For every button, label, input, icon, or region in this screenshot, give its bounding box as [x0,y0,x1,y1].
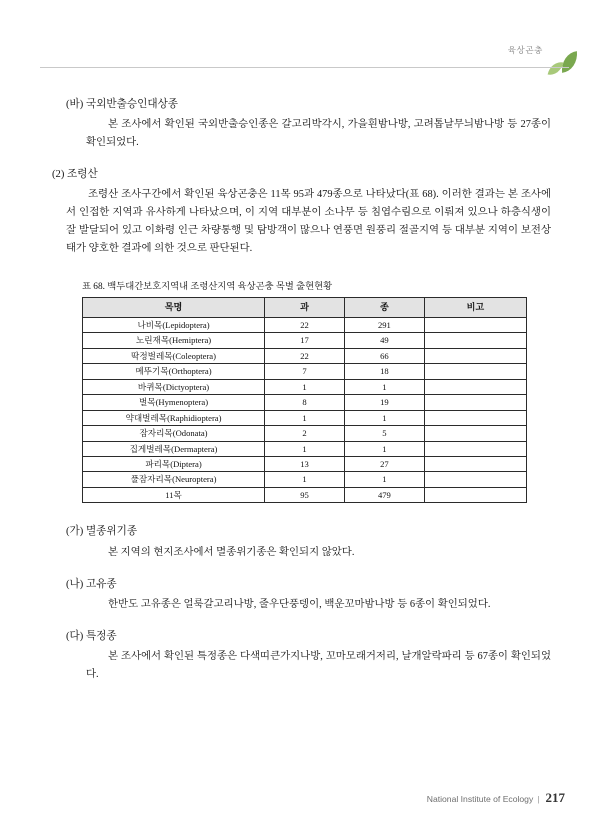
section-body: 한반도 고유종은 얼룩갈고리나방, 줄우단풍뎅이, 백운꼬마밤나방 등 6종이 확인되었다. [108,598,491,610]
page-content [0,76,609,684]
cell-remarks [424,379,526,394]
section-specific-species [66,628,551,684]
cell-remarks [424,364,526,379]
section-endemic-species [66,576,551,614]
column-header-remarks: 비고 [424,297,526,317]
table-row [83,379,527,394]
cell-total-remarks [424,487,526,502]
cell-order: 집게벌레목(Dermaptera) [83,441,265,456]
cell-order: 딱정벌레목(Coleoptera) [83,348,265,363]
cell-remarks [424,348,526,363]
insect-order-table [82,297,527,504]
table-row [83,457,527,472]
cell-species: 49 [344,333,424,348]
cell-species: 19 [344,395,424,410]
column-header-order: 목명 [83,297,265,317]
cell-family: 1 [265,472,345,487]
cell-species: 5 [344,426,424,441]
cell-order: 벌목(Hymenoptera) [83,395,265,410]
section-endangered-species [66,523,551,561]
table-row [83,317,527,332]
cell-species: 27 [344,457,424,472]
cell-family: 1 [265,379,345,394]
table-header-row [83,297,527,317]
table-row [83,348,527,363]
section-body: 본 지역의 현지조사에서 멸종위기종은 확인되지 않았다. [108,546,355,558]
cell-species: 1 [344,441,424,456]
table-block [0,278,609,504]
cell-family: 17 [265,333,345,348]
cell-species: 291 [344,317,424,332]
cell-order: 풀잠자리목(Neuroptera) [83,472,265,487]
cell-family: 22 [265,348,345,363]
section-body: 조령산 조사구간에서 확인된 육상곤충은 11목 95과 479종으로 나타났다(표 68). 이러한 결과는 본 조사에서 인접한 지역과 유사하게 나타났으며, 이 지역 대부분이 소나무 등 침엽수림으로 이뤄져 있으나 하층식생이 잘 발달되어 있고 이화령 인근 차량통행 및 탐방객이 많으나 연풍면 원풍리 절골지역 등 대부분 지역이 보전상태가 양호한 결과에 의한 것으로 판단된다. [66,189,551,254]
cell-order: 나비목(Lepidoptera) [83,317,265,332]
cell-family: 13 [265,457,345,472]
section-heading: (다) 특정종 [66,630,117,642]
section-export-approval [66,96,551,152]
footer-organization: National Institute of Ecology [426,794,534,804]
cell-remarks [424,441,526,456]
footer-separator: | [537,794,540,804]
section-heading: (2) 조령산 [52,169,98,180]
cell-remarks [424,410,526,425]
cell-remarks [424,395,526,410]
cell-species: 1 [344,472,424,487]
cell-order: 파리목(Diptera) [83,457,265,472]
cell-order: 바퀴목(Dictyoptera) [83,379,265,394]
section-joryeongsan [0,166,609,258]
cell-species: 66 [344,348,424,363]
cell-order: 노린재목(Hemiptera) [83,333,265,348]
column-header-species: 종 [344,297,424,317]
cell-family: 7 [265,364,345,379]
running-head: 육상곤충 [507,45,543,55]
section-body: 본 조사에서 확인된 특정종은 다색띠큰가지나방, 꼬마모래거저리, 날개알락파리 등 67종이 확인되었다. [86,650,551,680]
cell-species: 1 [344,379,424,394]
cell-order: 메뚜기목(Orthoptera) [83,364,265,379]
section-heading: (가) 멸종위기종 [66,526,138,538]
cell-order: 잠자리목(Odonata) [83,426,265,441]
page-number: 217 [545,790,565,805]
section-body: 본 조사에서 확인된 국외반출승인종은 갈고리박각시, 가을흰밤나방, 고려톱날무늬밤나방 등 27종이 확인되었다. [86,119,551,149]
table-caption: 표 68. 백두대간보호지역내 조령산지역 육상곤충 목별 출현현황 [82,281,333,292]
cell-remarks [424,333,526,348]
table-row [83,441,527,456]
cell-family: 22 [265,317,345,332]
cell-remarks [424,457,526,472]
cell-total-order: 11목 [83,487,265,502]
cell-total-species: 479 [344,487,424,502]
page-header [0,0,609,76]
section-heading: (바) 국외반출승인대상종 [66,99,179,110]
cell-family: 1 [265,441,345,456]
cell-remarks [424,317,526,332]
cell-family: 2 [265,426,345,441]
cell-species: 1 [344,410,424,425]
section-heading: (나) 고유종 [66,578,117,590]
header-divider [40,67,569,68]
leaf-logo-icon [547,52,581,78]
table-row [83,472,527,487]
table-row [83,333,527,348]
cell-species: 18 [344,364,424,379]
table-row [83,364,527,379]
page-footer [0,790,609,806]
column-header-family: 과 [265,297,345,317]
cell-total-family: 95 [265,487,345,502]
table-row [83,410,527,425]
table-total-row [83,487,527,502]
table-row [83,395,527,410]
cell-order: 약대벌레목(Raphidioptera) [83,410,265,425]
cell-family: 1 [265,410,345,425]
cell-family: 8 [265,395,345,410]
cell-remarks [424,472,526,487]
table-row [83,426,527,441]
cell-remarks [424,426,526,441]
